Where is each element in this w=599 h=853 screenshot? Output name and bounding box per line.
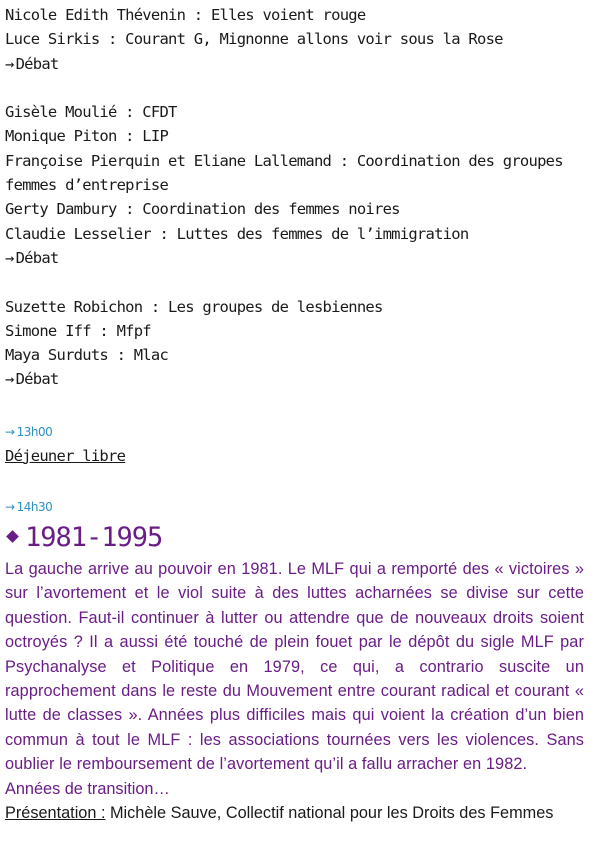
speaker-line: Claudie Lesselier : Luttes des femmes de l’immigration bbox=[5, 224, 469, 243]
lunch-time bbox=[5, 420, 584, 444]
arrow-icon: → bbox=[5, 54, 14, 73]
afternoon-time bbox=[5, 495, 584, 519]
spacer bbox=[5, 468, 584, 495]
arrow-icon: → bbox=[5, 370, 14, 389]
afternoon-time-value: 14h30 bbox=[16, 500, 53, 515]
presentation-line bbox=[5, 801, 584, 825]
diamond-icon bbox=[6, 530, 19, 543]
section-description: La gauche arrive au pouvoir en 1981. Le MLF qui a remporté des « victoires » sur l’avortement et le viol suite à des luttes acharnées se divise sur cette question. Faut-il continuer à lutter ou attendre que de nouveaux droits soient octroyés ? Il a aussi été touché de plein fouet par le dépôt du sigle MLF par Psychanalyse et Politique en 1979, ce qui, a contrario suscite un rapprochement dans le reste du Mouvement entre courant radical et courant « lutte de classes ». Années plus difficiles mais qui voient la création d’un bien commun à tout le MLF : les associations tournées vers les violences. Sans oublier le remboursement de l’avortement qu’il a fallu arracher en 1982. bbox=[5, 560, 584, 774]
speaker-line: Luce Sirkis : Courant G, Mignonne allons voir sous la Rose bbox=[5, 30, 503, 49]
debate-label: Débat bbox=[15, 54, 59, 73]
speaker-line: Maya Surduts : Mlac bbox=[5, 346, 169, 365]
speaker-line: Gerty Dambury : Coordination des femmes noires bbox=[5, 200, 400, 219]
speaker-line: femmes d’entreprise bbox=[5, 176, 169, 195]
lunch-label: Déjeuner libre bbox=[5, 446, 126, 465]
speaker-line: Nicole Edith Thévenin : Elles voient rouge bbox=[5, 6, 366, 24]
speaker-line: Françoise Pierquin et Eliane Lallemand : Coordination des groupes bbox=[5, 151, 563, 170]
presentation-text: Michèle Sauve, Collectif national pour les Droits des Femmes bbox=[105, 804, 554, 823]
transition-note: Années de transition… bbox=[5, 779, 170, 798]
spacer bbox=[5, 392, 584, 420]
arrow-icon: → bbox=[5, 248, 14, 267]
speaker-line: Suzette Robichon : Les groupes de lesbiennes bbox=[5, 297, 383, 316]
arrow-icon: → bbox=[5, 424, 15, 439]
section-title-text: 1981-1995 bbox=[25, 522, 163, 554]
spacer bbox=[5, 76, 584, 100]
speaker-line: Monique Piton : LIP bbox=[5, 127, 169, 146]
section-title bbox=[5, 519, 584, 557]
debate-label: Débat bbox=[15, 248, 59, 267]
debate-line bbox=[5, 367, 584, 391]
presentation-label: Présentation : bbox=[5, 804, 106, 823]
debate-line bbox=[5, 52, 584, 76]
lunch-time-value: 13h00 bbox=[16, 424, 53, 439]
arrow-icon: → bbox=[5, 500, 15, 515]
speaker-line: Gisèle Moulié : CFDT bbox=[5, 103, 177, 122]
debate-line bbox=[5, 246, 584, 270]
debate-label: Débat bbox=[15, 370, 59, 389]
speaker-line: Simone Iff : Mfpf bbox=[5, 321, 151, 340]
spacer bbox=[5, 270, 584, 294]
